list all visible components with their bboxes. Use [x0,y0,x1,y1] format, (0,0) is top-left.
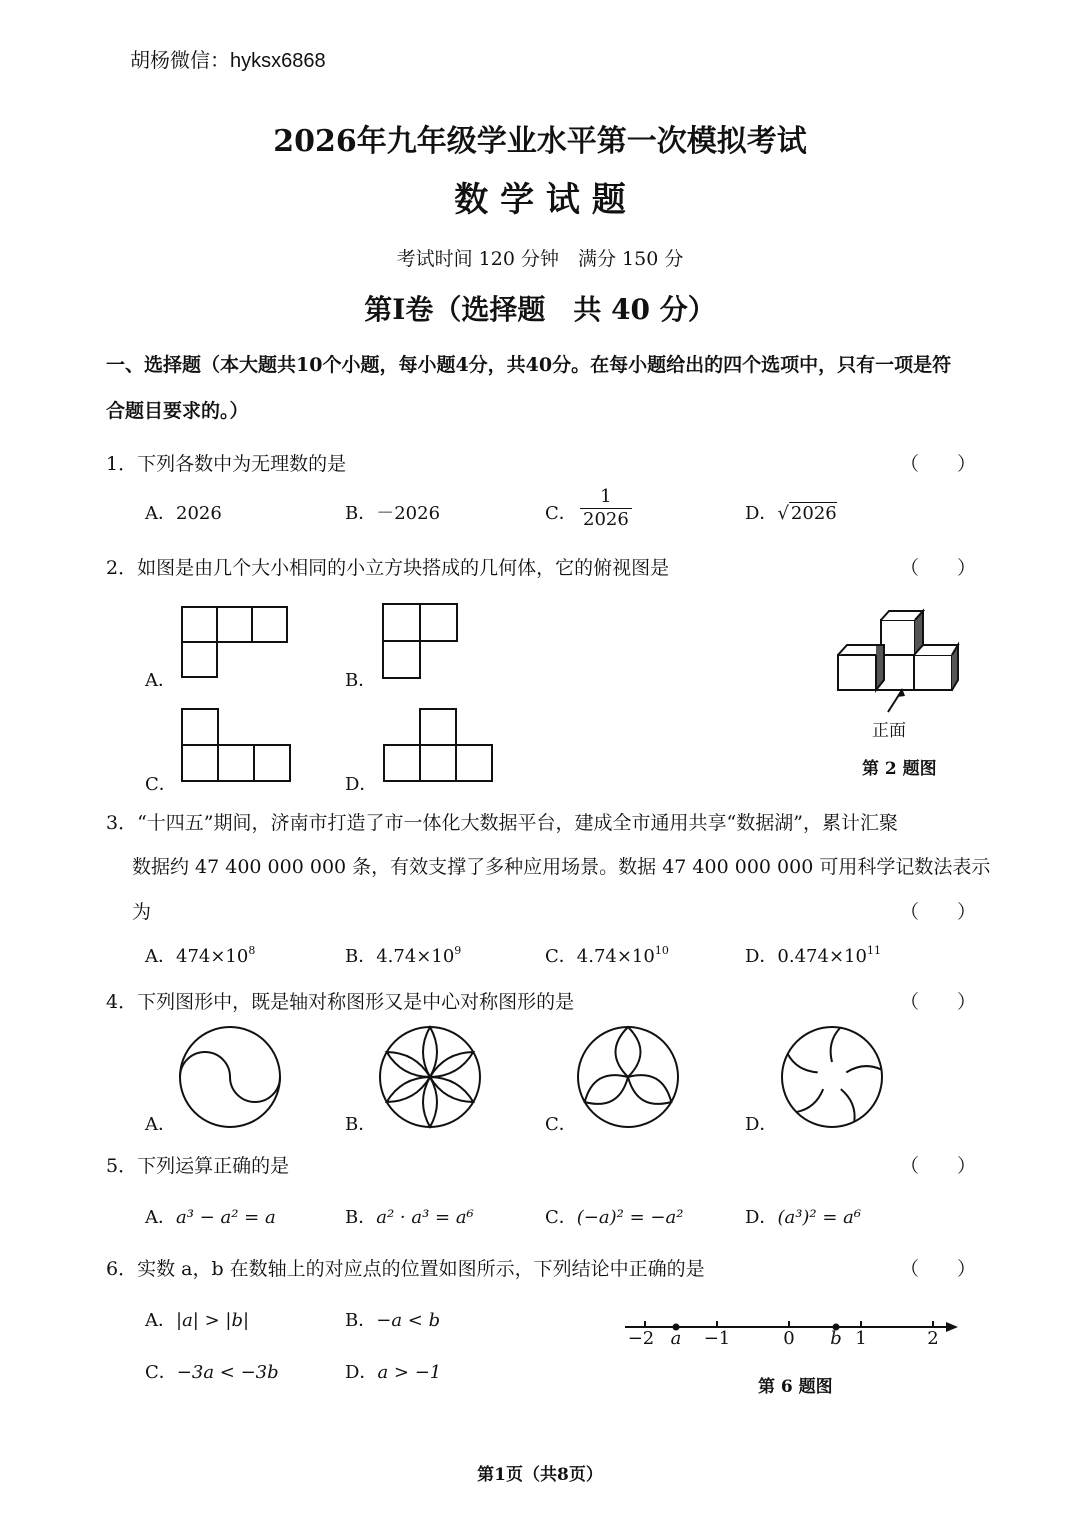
q3-option-c-exponent: 10 [654,944,669,957]
q4-option-c: C． [545,1114,577,1135]
q4-stem: 4．下列图形中，既是轴对称图形又是中心对称图形的是 [106,991,575,1013]
q6-option-b-expr: −a < b [376,1310,441,1331]
q3-option-c-text: C．4.74×10 [545,946,655,967]
q6-stem: 6．实数 a，b 在数轴上的对应点的位置如图所示，下列结论中正确的是 [106,1258,705,1280]
q5-option-c-label: C． [545,1207,577,1228]
q5-option-b-expr: a² · a³ = a⁶ [376,1207,474,1228]
q2-option-a: A． [145,670,176,691]
q2-stem: 2．如图是由几个大小相同的小立方块搭成的几何体，它的俯视图是 [106,557,670,579]
q6-axis-label: 2 [927,1328,939,1349]
q2-caption: 第 2 题图 [862,759,937,779]
q2-option-c: C． [145,774,177,795]
q1-option-c-denominator: 2026 [583,508,629,530]
q3-answer-paren: （ ） [900,901,977,923]
q3-stem-line3: 为 [132,901,152,923]
q5-option-a-label: A． [145,1207,176,1228]
sqrt-symbol: √ [777,503,789,524]
q1-answer-paren: （ ） [900,453,977,475]
q6-option-a-label: A． [145,1310,176,1331]
q6-axis-label: 0 [783,1328,795,1349]
q6-answer-paren: （ ） [900,1258,977,1280]
q5-option-a-expr: a³ − a² = a [176,1207,276,1228]
q2-front-label: 正面 [872,721,906,741]
q6-axis-label: −1 [703,1328,731,1349]
q2-option-b: B． [345,670,377,691]
q6-option-c-expr: −3a < −3b [176,1362,279,1383]
part-title: 第Ⅰ卷（选择题 共 40 分） [364,293,716,326]
q4-answer-paren: （ ） [900,991,977,1013]
q6-axis-label: b [830,1328,842,1349]
q6-axis-label: −2 [627,1328,655,1349]
q3-stem-line1: 3．“十四五”期间，济南市打造了市一体化大数据平台，建成全市通用共享“数据湖”，累计汇聚 [106,812,898,834]
watermark: 胡杨微信：hyksx6868 [130,50,326,72]
exam-title: 2026年九年级学业水平第一次模拟考试 [273,124,807,159]
exam-info: 考试时间 120 分钟 满分 150 分 [396,248,684,270]
q6-caption: 第 6 题图 [758,1377,833,1397]
section-instructions-line2: 合题目要求的。） [106,400,249,422]
q5-option-d-expr: (a³)² = a⁶ [777,1207,862,1228]
q3-option-d-text: D．0.474×10 [745,946,867,967]
q3-option-a-text: A．474×10 [145,946,249,967]
q6-option-b-label: B． [345,1310,377,1331]
q5-option-b-label: B． [345,1207,377,1228]
q4-option-b: B． [345,1114,377,1135]
section-instructions-line1: 一、选择题（本大题共10个小题，每小题4分，共40分。在每小题给出的四个选项中，只有一项是符 [106,354,952,376]
q5-stem: 5．下列运算正确的是 [106,1155,290,1177]
q4-option-d: D． [745,1114,778,1135]
q2-answer-paren: （ ） [900,557,977,579]
q3-option-b-exponent: 9 [454,944,462,957]
q6-option-c-label: C． [145,1362,177,1383]
q6-option-d-label: D． [345,1362,378,1383]
q5-option-d-label: D． [745,1207,778,1228]
q3-stem-line2: 数据约 47 400 000 000 条，有效支撑了多种应用场景。数据 47 400 000 000 可用科学记数法表示 [132,856,991,878]
q6-axis-label: 1 [855,1328,867,1349]
q3-option-d-exponent: 11 [866,944,881,957]
q6-option-a-expr: |a| > |b| [176,1310,250,1331]
q1-option-d-label: D． [745,503,778,524]
q6-axis-arrowhead [946,1322,958,1332]
q5-option-c-expr: (−a)² = −a² [576,1207,684,1228]
q1-stem: 1．下列各数中为无理数的是 [106,453,347,475]
q1-option-a: A．2026 [145,503,222,524]
q4-option-a: A． [145,1114,176,1135]
q6-axis-label: a [670,1328,682,1349]
q3-option-a-exponent: 8 [248,944,256,957]
q5-answer-paren: （ ） [900,1155,977,1177]
q1-option-b: B．－2026 [345,503,441,524]
q3-option-b-text: B．4.74×10 [345,946,455,967]
q1-option-c-label: C． [545,503,577,524]
q6-option-d-expr: a > −1 [377,1362,442,1383]
q1-option-d-radicand: 2026 [790,503,837,524]
q1-option-c-numerator: 1 [580,486,632,509]
q2-option-d: D． [345,774,378,795]
page-footer: 第1页（共8页） [477,1465,603,1485]
subject-title: 数 学 试 题 [454,180,626,220]
